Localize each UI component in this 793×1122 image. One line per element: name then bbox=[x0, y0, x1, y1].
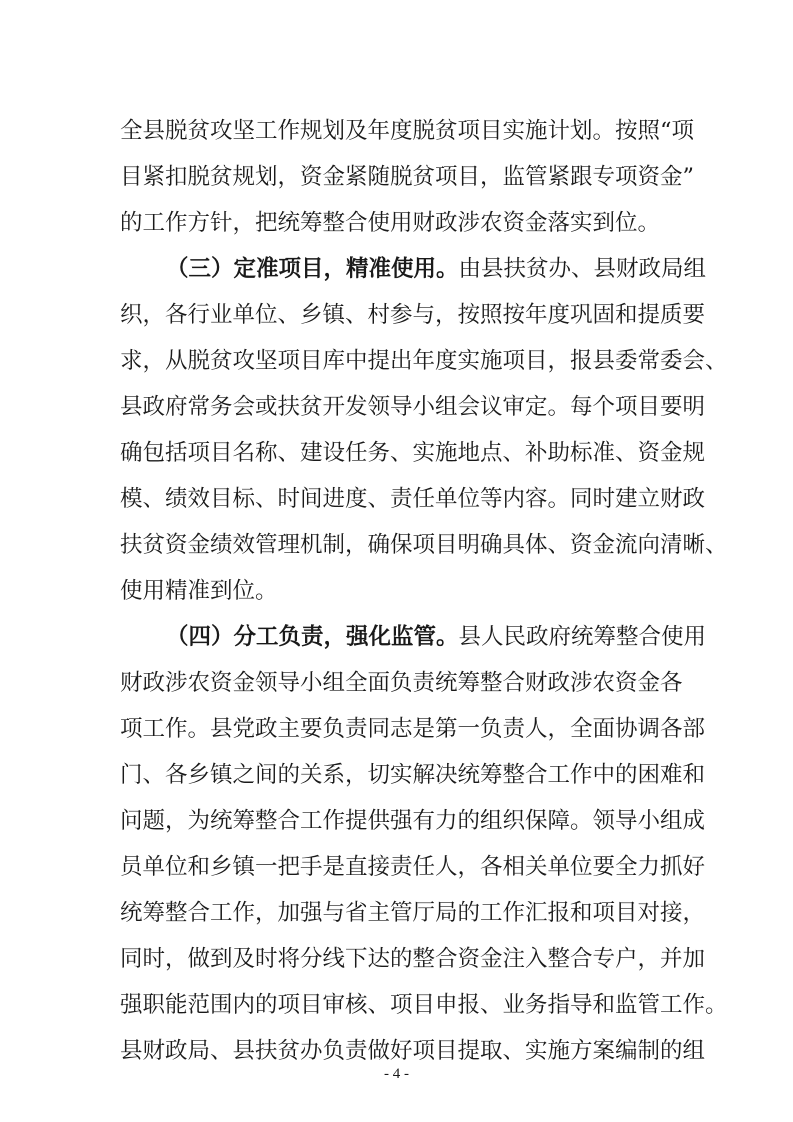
text-line: 强职能范围内的项目审核、项目申报、业务指导和监管工作。 bbox=[120, 992, 728, 1018]
text-line: 问题，为统筹整合工作提供强有力的组织保障。领导小组成 bbox=[120, 808, 706, 834]
text-line: 使用精准到位。 bbox=[120, 578, 278, 604]
text-span: 由县扶贫办、县财政局组 bbox=[458, 256, 707, 282]
text-line: 全县脱贫攻坚工作规划及年度脱贫项目实施计划。按照“项 bbox=[120, 118, 695, 144]
text-line: 的工作方针，把统筹整合使用财政涉农资金落实到位。 bbox=[120, 210, 661, 236]
section-heading: （四）分工负责，强化监管。 bbox=[166, 624, 459, 650]
text-span: 县人民政府统筹整合使用 bbox=[458, 624, 707, 650]
text-line: 模、绩效目标、时间进度、责任单位等内容。同时建立财政 bbox=[120, 486, 706, 512]
page-number: - 4 - bbox=[384, 1066, 409, 1082]
text-line: 门、各乡镇之间的关系，切实解决统筹整合工作中的困难和 bbox=[120, 762, 706, 788]
text-line: 目紧扣脱贫规划，资金紧随脱贫项目，监管紧跟专项资金” bbox=[120, 164, 695, 190]
text-line: 扶贫资金绩效管理机制，确保项目明确具体、资金流向清晰、 bbox=[120, 532, 728, 558]
text-line: 求，从脱贫攻坚项目库中提出年度实施项目，报县委常委会、 bbox=[120, 348, 728, 374]
section-heading: （三）定准项目，精准使用。 bbox=[166, 256, 459, 282]
text-line: 财政涉农资金领导小组全面负责统筹整合财政涉农资金各 bbox=[120, 670, 683, 696]
text-line: 织，各行业单位、乡镇、村参与，按照按年度巩固和提质要 bbox=[120, 302, 706, 328]
text-line: 县财政局、县扶贫办负责做好项目提取、实施方案编制的组 bbox=[120, 1038, 706, 1064]
text-line: 项工作。县党政主要负责同志是第一负责人，全面协调各部 bbox=[120, 716, 706, 742]
text-line: 统筹整合工作，加强与省主管厅局的工作汇报和项目对接， bbox=[120, 900, 706, 926]
text-line: 确包括项目名称、建设任务、实施地点、补助标准、资金规 bbox=[120, 440, 706, 466]
section-heading-line bbox=[166, 254, 707, 284]
text-line: 县政府常务会或扶贫开发领导小组会议审定。每个项目要明 bbox=[120, 394, 706, 420]
text-line: 员单位和乡镇一把手是直接责任人，各相关单位要全力抓好 bbox=[120, 854, 706, 880]
section-heading-line bbox=[166, 622, 707, 652]
text-line: 同时，做到及时将分线下达的整合资金注入整合专户，并加 bbox=[120, 946, 706, 972]
